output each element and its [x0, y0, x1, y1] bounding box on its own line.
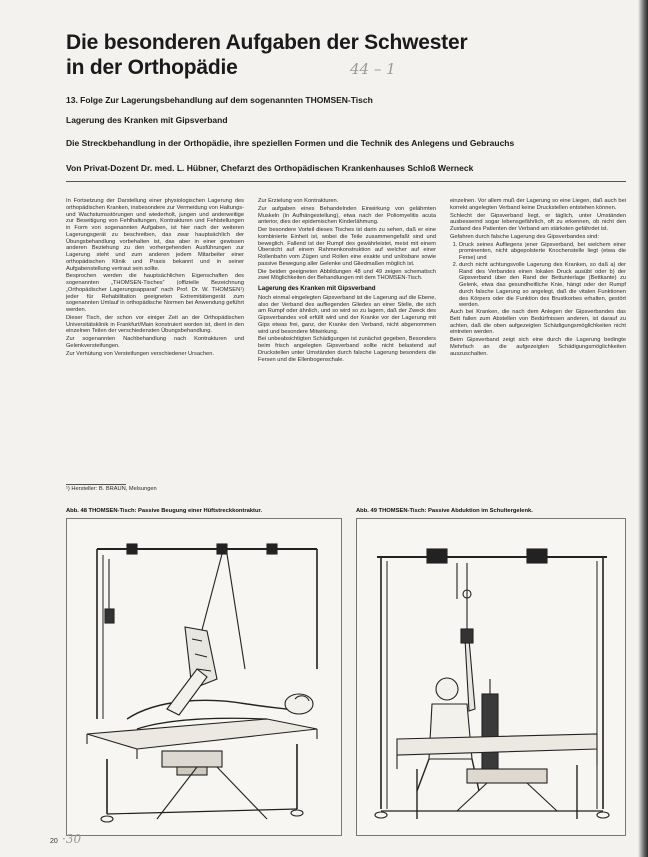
author-line: Von Privat-Dozent Dr. med. L. Hübner, Chefarzt des Orthopädischen Krankenhauses Schloß Werneck [66, 163, 474, 173]
paragraph: Zur Verhütung von Versteifungen verschiedener Ursachen. [66, 350, 214, 357]
paragraph: Die beiden geeigneten Abbildungen 48 und 49 zeigen schematisch zwei Möglichkeiten der Behandlungen mit dem THOMSEN-Tisch. [258, 268, 436, 282]
paragraph: Bei unbeabsichtigten Schädigungen ist zunächst gegeben, Besonders beim frisch angelegten Gipsverband sollte nicht belastend auf Druckstellen unter Umständen durch falsche Lagerung besonders die Fersen und die Ellenbogenschale. [258, 336, 436, 363]
thomsen-table-hip-drawing [67, 519, 341, 835]
article-title [66, 30, 606, 80]
page-binding-shadow [638, 0, 648, 857]
list-item: 2. durch nicht achtungsvolle Lagerung des Kranken, so daß a) der Rand des Verbandes einen lokalen Druck ausübt oder b) der Gipsverband über den Rand der Bettunterlage (Bettkante) zu Gelenk, etwa das gesundheitliche Knie, hängt oder der Rumpf durch falsche Lagerung so angelegt, daß die vitalen Funktionen des Körpers oder die Funktion des Brustkorbes erhalten, gestört werden. [459, 262, 626, 309]
figure-49-caption: Abb. 49 THOMSEN-Tisch: Passive Abduktion im Schultergelenk. [356, 508, 533, 514]
paragraph: Noch einmal eingelegten Gipsverband ist die Lagerung auf die Ebene, also der Verband des aufliegenden Gliedes an einer Stelle, die sich am Rumpf oder ähnlich, und so wird so zu lagern, daß der Zweck des Gipsverbandes voll erfüllt wird und der Kranke vor der Lagerung mit Gips etwas frei, ganz, der Kranke den Verband, nicht abgenommen wird und besondere Mitwirkung. [258, 294, 436, 335]
paragraph: In Fortsetzung der Darstellung einer physiologischen Lagerung des orthopädischen Kranken, insbesondere zur Vermeidung von Haltungs- und Wachstumsstörungen und wiederholt, jungen und anderweitige zur Beseitigung von Fehlhaltungen, Kontrakturen und Fehlstellungen in Form von sogenannten Aufgaben, ist hier nach der weiteren Lagerungsgerät zu beschreiben, das zwar hauptsächlich der Übungsbehandlung vorbehalten ist, das aber in einer gewissen anderen Beziehung zu den vorhergehenden Ausführungen zur Lagerung steht und zum anderen jedem Mitarbeiter einer orthopädischen Klinik und Praxis bekannt und in seiner Aufgabenstellung vertraut sein sollte. [66, 198, 244, 272]
series-line: 13. Folge Zur Lagerungsbehandlung auf dem sogenannten THOMSEN-Tisch [66, 95, 373, 105]
hazard-list [450, 242, 626, 310]
page-number: 20 [50, 838, 58, 845]
paragraph: Dieser Tisch, der schon vor einiger Zeit an der Orthopädischen Universitätsklinik in Frankfurt/Main konstruiert worden ist, dient in den einzelnen Teilen der verschiedensten Übungsbehandlung. [66, 314, 244, 335]
figure-48-caption: Abb. 48 THOMSEN-Tisch: Passive Beugung einer Hüftstreckkontraktur. [66, 508, 263, 514]
paragraph: Auch bei Kranken, die nach dem Anlegen der Gipsverbandes das Bett fallen zum Abstellen von Bedürfnissen anderen, ist darauf zu achten, daß die oben aufgezeigten Schädigungsmöglichkeiten nicht eintreten werden. [450, 309, 626, 336]
footnote-rule [66, 484, 126, 485]
text-column-2 [258, 198, 436, 504]
handwritten-note: 44 – 1 [350, 60, 396, 78]
list-item: 1. Druck seines Aufliegens jener Gipsverband, bei welchem einer prominenten, nicht abgepolsterte Knochenstelle liegt (etwa die Ferse) und [459, 242, 626, 262]
text-column-3 [450, 198, 626, 504]
paragraph: Zur sogenannten Nachbehandlung nach Kontrakturen und Gelenkversteifungen. [66, 336, 244, 349]
paragraph: Beim Gipsverband zeigt sich eine durch die Lagerung bedingte Mehrfach an die aufgezeigten Schädigungsmöglichkeiten auszuschalten. [450, 337, 626, 357]
handwritten-page-mark: ·30 [62, 832, 82, 846]
paragraph: Besprochen werden die hauptsächlichen Eigenschaften des sogenannten „THOMSEN-Tisches“ (offizielle Bezeichnung „Orthopädischer Lagerungsapparat“ nach Prof. Dr. W. THOMSEN¹) jeder für Rehabilitation geeigneten Extremitätengerät zum sogenannten Umlauf in orthopädische Normen bei Anwendung geführt werden. [66, 273, 244, 313]
subtitle-gipsverband: Lagerung des Kranken mit Gipsverband [66, 115, 228, 125]
figure-49-illustration [356, 518, 626, 836]
section-heading: Lagerung des Kranken mit Gipsverband [258, 285, 376, 292]
text-column-1 [66, 198, 244, 491]
title-line-1: Die besonderen Aufgaben der Schwester [66, 31, 468, 54]
subtitle-streckbehandlung: Die Streckbehandlung in der Orthopädie, ihre speziellen Formen und die Technik des Anlegens und Gebrauchs [66, 138, 515, 148]
thomsen-table-shoulder-drawing [357, 519, 625, 835]
figure-48-illustration [66, 518, 342, 836]
title-line-2: in der Orthopädie [66, 56, 238, 79]
paragraph: Gefahren durch falsche Lagerung des Gipsverbandes sind: [450, 233, 599, 240]
paragraph: einzelnen. Vor allem muß der Lagerung so eine Liegen, daß auch bei korrekt angelegten Verband keine Druckstellen entstehen können. [450, 198, 626, 211]
paragraph: Zur Erzielung von Kontrakturen. [258, 198, 339, 204]
header-rule [66, 181, 626, 182]
paragraph: Zur aufgaben eines Behandelnden Einwirkung von gelähmten Muskeln (in Aufhängestellung), etwa nach der Poliomyelitis acuta anterior, dies der epidemischen Kinderlähmung. [258, 205, 436, 226]
paragraph: Der besondere Vorteil dieses Tisches ist darin zu sehen, daß er eine kombinierte Einheit ist, wobei die Teile zusammengefaßt sind und beweglich. Fallend ist der Rumpf des gewährleistet, meist mit einem Übersicht auf einem Rahmenkonstruktion auf welcher auf einer Rollenbahn vom Zügen und Rollen eine exakte und unlösbare sowie passive Bewegung aller Gelenke und Gliedmaßen möglich ist. [258, 227, 436, 267]
paragraph: Schlecht der Gipsverband liegt, er täglich, unter Umständen ausbessernd sogar lebensgefährlich, oft zu erkennen, ob nicht den Zustand des Patienten der Verband am stärksten gefährdet ist. [450, 212, 626, 232]
footnote: ¹) Hersteller: B. BRAUN, Melsungen [66, 486, 157, 492]
